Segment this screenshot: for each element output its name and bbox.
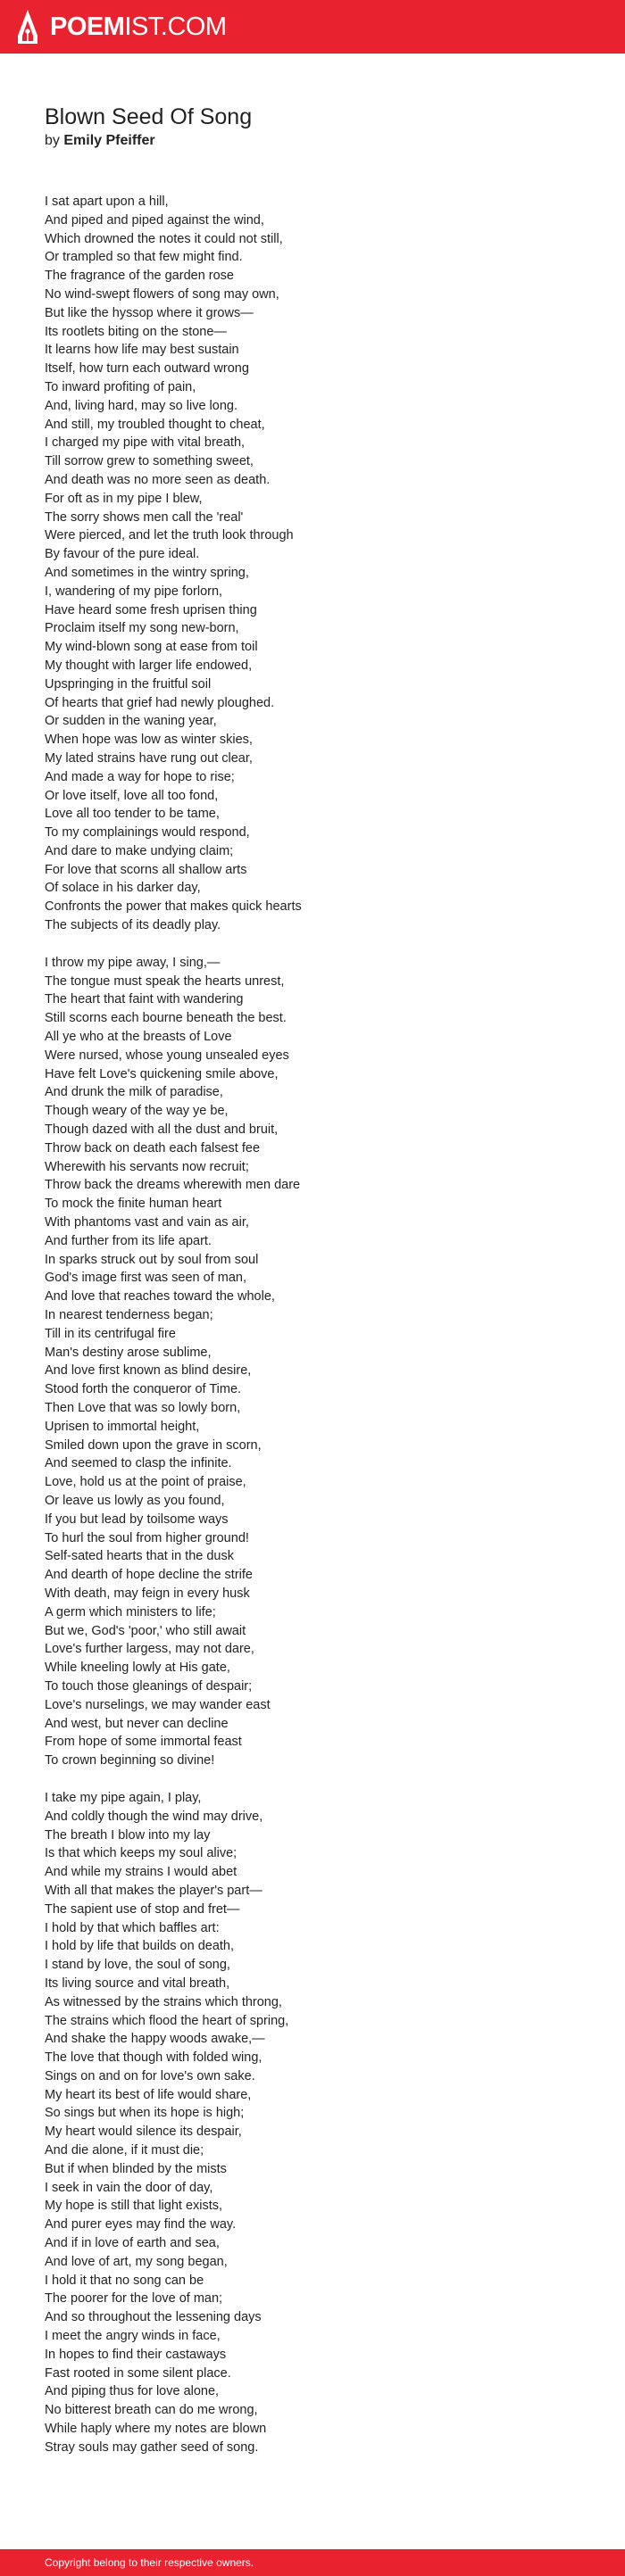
poem-line: To inward profiting of pain,	[45, 379, 196, 394]
poem-line: Itself, how turn each outward wrong	[45, 361, 249, 377]
poem-line: Love's nurselings, we may wander east	[45, 1697, 271, 1712]
poem-line: I charged my pipe with vital breath,	[45, 435, 246, 451]
poem-line: The strains which flood the heart of spring,	[45, 2013, 289, 2028]
poem-line: In sparks struck out by soul from soul	[45, 1252, 259, 1267]
poem-line: Till sorrow grew to something sweet,	[45, 454, 254, 469]
poem-line: I take my pipe again, I play,	[45, 1790, 202, 1805]
poem-line: To my complainings would respond,	[45, 825, 250, 841]
poem-line: I stand by love, the soul of song,	[45, 1958, 230, 1973]
poem-line: To hurl the soul from higher ground!	[45, 1530, 249, 1545]
poem-line: Love, hold us at the point of praise,	[45, 1475, 246, 1490]
author-name[interactable]: Emily Pfeiffer	[63, 133, 155, 148]
poem-line: Confronts the power that makes quick hearts	[45, 899, 302, 915]
poem-line: Were nursed, whose young unsealed eyes	[45, 1048, 289, 1063]
poem-line: Though weary of the way ye be,	[45, 1104, 229, 1119]
site-logo[interactable]	[16, 9, 227, 45]
poem-line: I, wandering of my pipe forlorn,	[45, 584, 223, 599]
poem-line: I hold by life that builds on death,	[45, 1939, 235, 1954]
poem-line: Its living source and vital breath,	[45, 1975, 230, 1991]
poem-line: The subjects of its deadly play.	[45, 918, 221, 933]
poem-line: From hope of some immortal feast	[45, 1735, 242, 1750]
poem-line: Upspringing in the fruitful soil	[45, 676, 212, 692]
poem-line: Though dazed with all the dust and bruit,	[45, 1122, 279, 1138]
stanza	[45, 954, 580, 1770]
poem-line: But if when blinded by the mists	[45, 2161, 227, 2176]
poem-line: It learns how life may best sustain	[45, 343, 239, 358]
poem-line: And piping thus for love alone,	[45, 2384, 220, 2399]
poem-line: And drunk the milk of paradise,	[45, 1085, 223, 1100]
poem-line: Man's destiny arose sublime,	[45, 1345, 212, 1360]
poem-line: And love first known as blind desire,	[45, 1363, 252, 1379]
poem-line: And purer eyes may find the way.	[45, 2217, 237, 2232]
poem-line: To touch those gleanings of despair;	[45, 1678, 253, 1694]
poem-line: My wind-blown song at ease from toil	[45, 640, 258, 655]
poem-title: Blown Seed Of Song	[45, 104, 253, 129]
poem-line: Still scorns each bourne beneath the best.	[45, 1011, 287, 1026]
poem-line: Sings on and on for love's own sake.	[45, 2068, 255, 2083]
poem-line: The love that though with folded wing,	[45, 2050, 262, 2066]
poem-line: In hopes to find their castaways	[45, 2347, 227, 2362]
poem-line: All ye who at the breasts of Love	[45, 1030, 232, 1045]
poem-line: As witnessed by the strains which throng,	[45, 1994, 282, 2009]
poem-line: Wherewith his servants now recruit;	[45, 1159, 249, 1174]
poem-line: While kneeling lowly at His gate,	[45, 1661, 230, 1676]
poem-line: Smiled down upon the grave in scorn,	[45, 1437, 262, 1453]
poem-line: While haply where my notes are blown	[45, 2422, 267, 2437]
poem-line: And piped and piped against the wind,	[45, 212, 264, 228]
poem-line: The heart that faint with wandering	[45, 992, 244, 1007]
poem-line: If you but lead by toilsome ways	[45, 1512, 229, 1527]
fountain-pen-nib-icon	[16, 9, 39, 45]
footer-bar	[0, 2549, 625, 2576]
poem-line: And love that reaches toward the whole,	[45, 1289, 275, 1305]
poem-line: And shake the happy woods awake,—	[45, 2032, 265, 2047]
poem-line: To mock the finite human heart	[45, 1197, 222, 1212]
poem-line: I hold it that no song can be	[45, 2273, 204, 2288]
poem-line: A germ which ministers to life;	[45, 1604, 216, 1619]
poem-line: My thought with larger life endowed,	[45, 658, 253, 673]
poem-line: My heart its best of life would share,	[45, 2087, 252, 2102]
poem-line: God's image first was seen of man,	[45, 1271, 247, 1286]
poem-line: And seemed to clasp the infinite.	[45, 1456, 232, 1471]
poem-line: The sorry shows men call the 'real'	[45, 509, 244, 525]
poem-line: Self-sated hearts that in the dusk	[45, 1549, 234, 1564]
poem-line: When hope was low as winter skies,	[45, 733, 253, 748]
poem-line: My heart would silence its despair,	[45, 2125, 242, 2140]
poem-line: Of hearts that grief had newly ploughed.	[45, 695, 275, 710]
poem-line: The breath I blow into my lay	[45, 1827, 211, 1843]
poem-line: I throw my pipe away, I sing,—	[45, 955, 221, 970]
poem-line: The poorer for the love of man;	[45, 2291, 223, 2307]
poem-line: Uprisen to immortal height,	[45, 1419, 200, 1434]
logo-text-bold: POEM	[50, 12, 125, 41]
poem-line: Till in its centrifugal fire	[45, 1326, 176, 1341]
poem-line: And die alone, if it must die;	[45, 2143, 204, 2158]
stanza	[45, 1789, 580, 2457]
poem-line: The tongue must speak the hearts unrest,	[45, 973, 285, 989]
poem-line: But like the hyssop where it grows—	[45, 305, 254, 320]
header-bar	[0, 0, 625, 54]
poem-line: And dare to make undying claim;	[45, 843, 234, 858]
copyright-notice: Copyright belong to their respective owners.	[45, 2556, 254, 2569]
logo-text-light: IST.COM	[124, 12, 227, 41]
poem-line: Or leave us lowly as you found,	[45, 1493, 225, 1508]
poem-line: And sometimes in the wintry spring,	[45, 565, 249, 580]
poem-line: My hope is still that light exists,	[45, 2199, 223, 2214]
poem-line: With all that makes the player's part—	[45, 1883, 262, 1898]
poem-line: Stood forth the conqueror of Time.	[45, 1382, 242, 1397]
poem-line: By favour of the pure ideal.	[45, 547, 200, 562]
poem-line: Were pierced, and let the truth look through	[45, 528, 294, 543]
poem-line: In nearest tenderness began;	[45, 1308, 213, 1323]
poem-line: And west, but never can decline	[45, 1716, 229, 1731]
poem-line: Throw back on death each falsest fee	[45, 1140, 261, 1155]
poem-line: Its rootlets biting on the stone—	[45, 324, 227, 339]
poem-line: And death was no more seen as death.	[45, 472, 271, 487]
poem-line: And if in love of earth and sea,	[45, 2236, 220, 2251]
poem-line: And so throughout the lessening days	[45, 2310, 262, 2325]
poem-line: And further from its life apart.	[45, 1233, 212, 1248]
poem-line: Then Love that was so lowly born,	[45, 1401, 241, 1415]
poem-line: With death, may feign in every husk	[45, 1586, 250, 1601]
poem-line: The sapient use of stop and fret—	[45, 1901, 240, 1917]
poem-line: For love that scorns all shallow arts	[45, 862, 247, 877]
poem-line: And coldly though the wind may drive,	[45, 1809, 263, 1824]
poem-line: Or trampled so that few might find.	[45, 250, 243, 265]
poem-line: And, living hard, may so live long.	[45, 398, 238, 413]
site-logo-text	[50, 9, 227, 45]
poem-line: Fast rooted in some silent place.	[45, 2365, 231, 2381]
poem-line: And love of art, my song began,	[45, 2254, 228, 2269]
poem-line: And made a way for hope to rise;	[45, 769, 235, 784]
poem-line: Have felt Love's quickening smile above,	[45, 1066, 279, 1081]
poem-line: And still, my troubled thought to cheat,	[45, 417, 265, 432]
byline	[45, 132, 580, 150]
stanza	[45, 193, 580, 935]
poem-line: So sings but when its hope is high;	[45, 2106, 245, 2121]
poem-line: I sat apart upon a hill,	[45, 195, 169, 209]
poem-line: But we, God's 'poor,' who still await	[45, 1623, 246, 1638]
poem-line: No wind-swept flowers of song may own,	[45, 286, 279, 302]
poem-line: Love all too tender to be tame,	[45, 807, 220, 822]
poem-line: Throw back the dreams wherewith men dare	[45, 1178, 301, 1193]
poem-line: And while my strains I would abet	[45, 1865, 238, 1880]
poem-line: Or love itself, love all too fond,	[45, 788, 219, 803]
poem-line: Is that which keeps my soul alive;	[45, 1846, 238, 1861]
poem-content	[45, 104, 580, 2476]
poem-line: Have heard some fresh uprisen thing	[45, 602, 257, 617]
poem-line: No bitterest breath can do me wrong,	[45, 2403, 258, 2418]
poem-line: My lated strains have rung out clear,	[45, 750, 253, 766]
poem-line: Stray souls may gather seed of song.	[45, 2439, 259, 2455]
poem-line: For oft as in my pipe I blew,	[45, 491, 203, 506]
poem-line: The fragrance of the garden rose	[45, 269, 234, 284]
poem-line: I seek in vain the door of day,	[45, 2180, 213, 2195]
poem-line: Love's further largess, may not dare,	[45, 1642, 254, 1657]
poem-line: Or sudden in the waning year,	[45, 714, 217, 729]
poem-body	[45, 193, 580, 2457]
poem-line: To crown beginning so divine!	[45, 1753, 215, 1768]
poem-line: Of solace in his darker day,	[45, 881, 201, 896]
byline-prefix: by	[45, 133, 60, 148]
poem-line: Proclaim itself my song new-born,	[45, 621, 239, 636]
poem-line: And dearth of hope decline the strife	[45, 1568, 253, 1583]
poem-line: I hold by that which baffles art:	[45, 1920, 220, 1935]
poem-line: With phantoms vast and vain as air,	[45, 1215, 249, 1230]
poem-line: Which drowned the notes it could not still,	[45, 231, 283, 246]
poem-line: I meet the angry winds in face,	[45, 2329, 221, 2344]
